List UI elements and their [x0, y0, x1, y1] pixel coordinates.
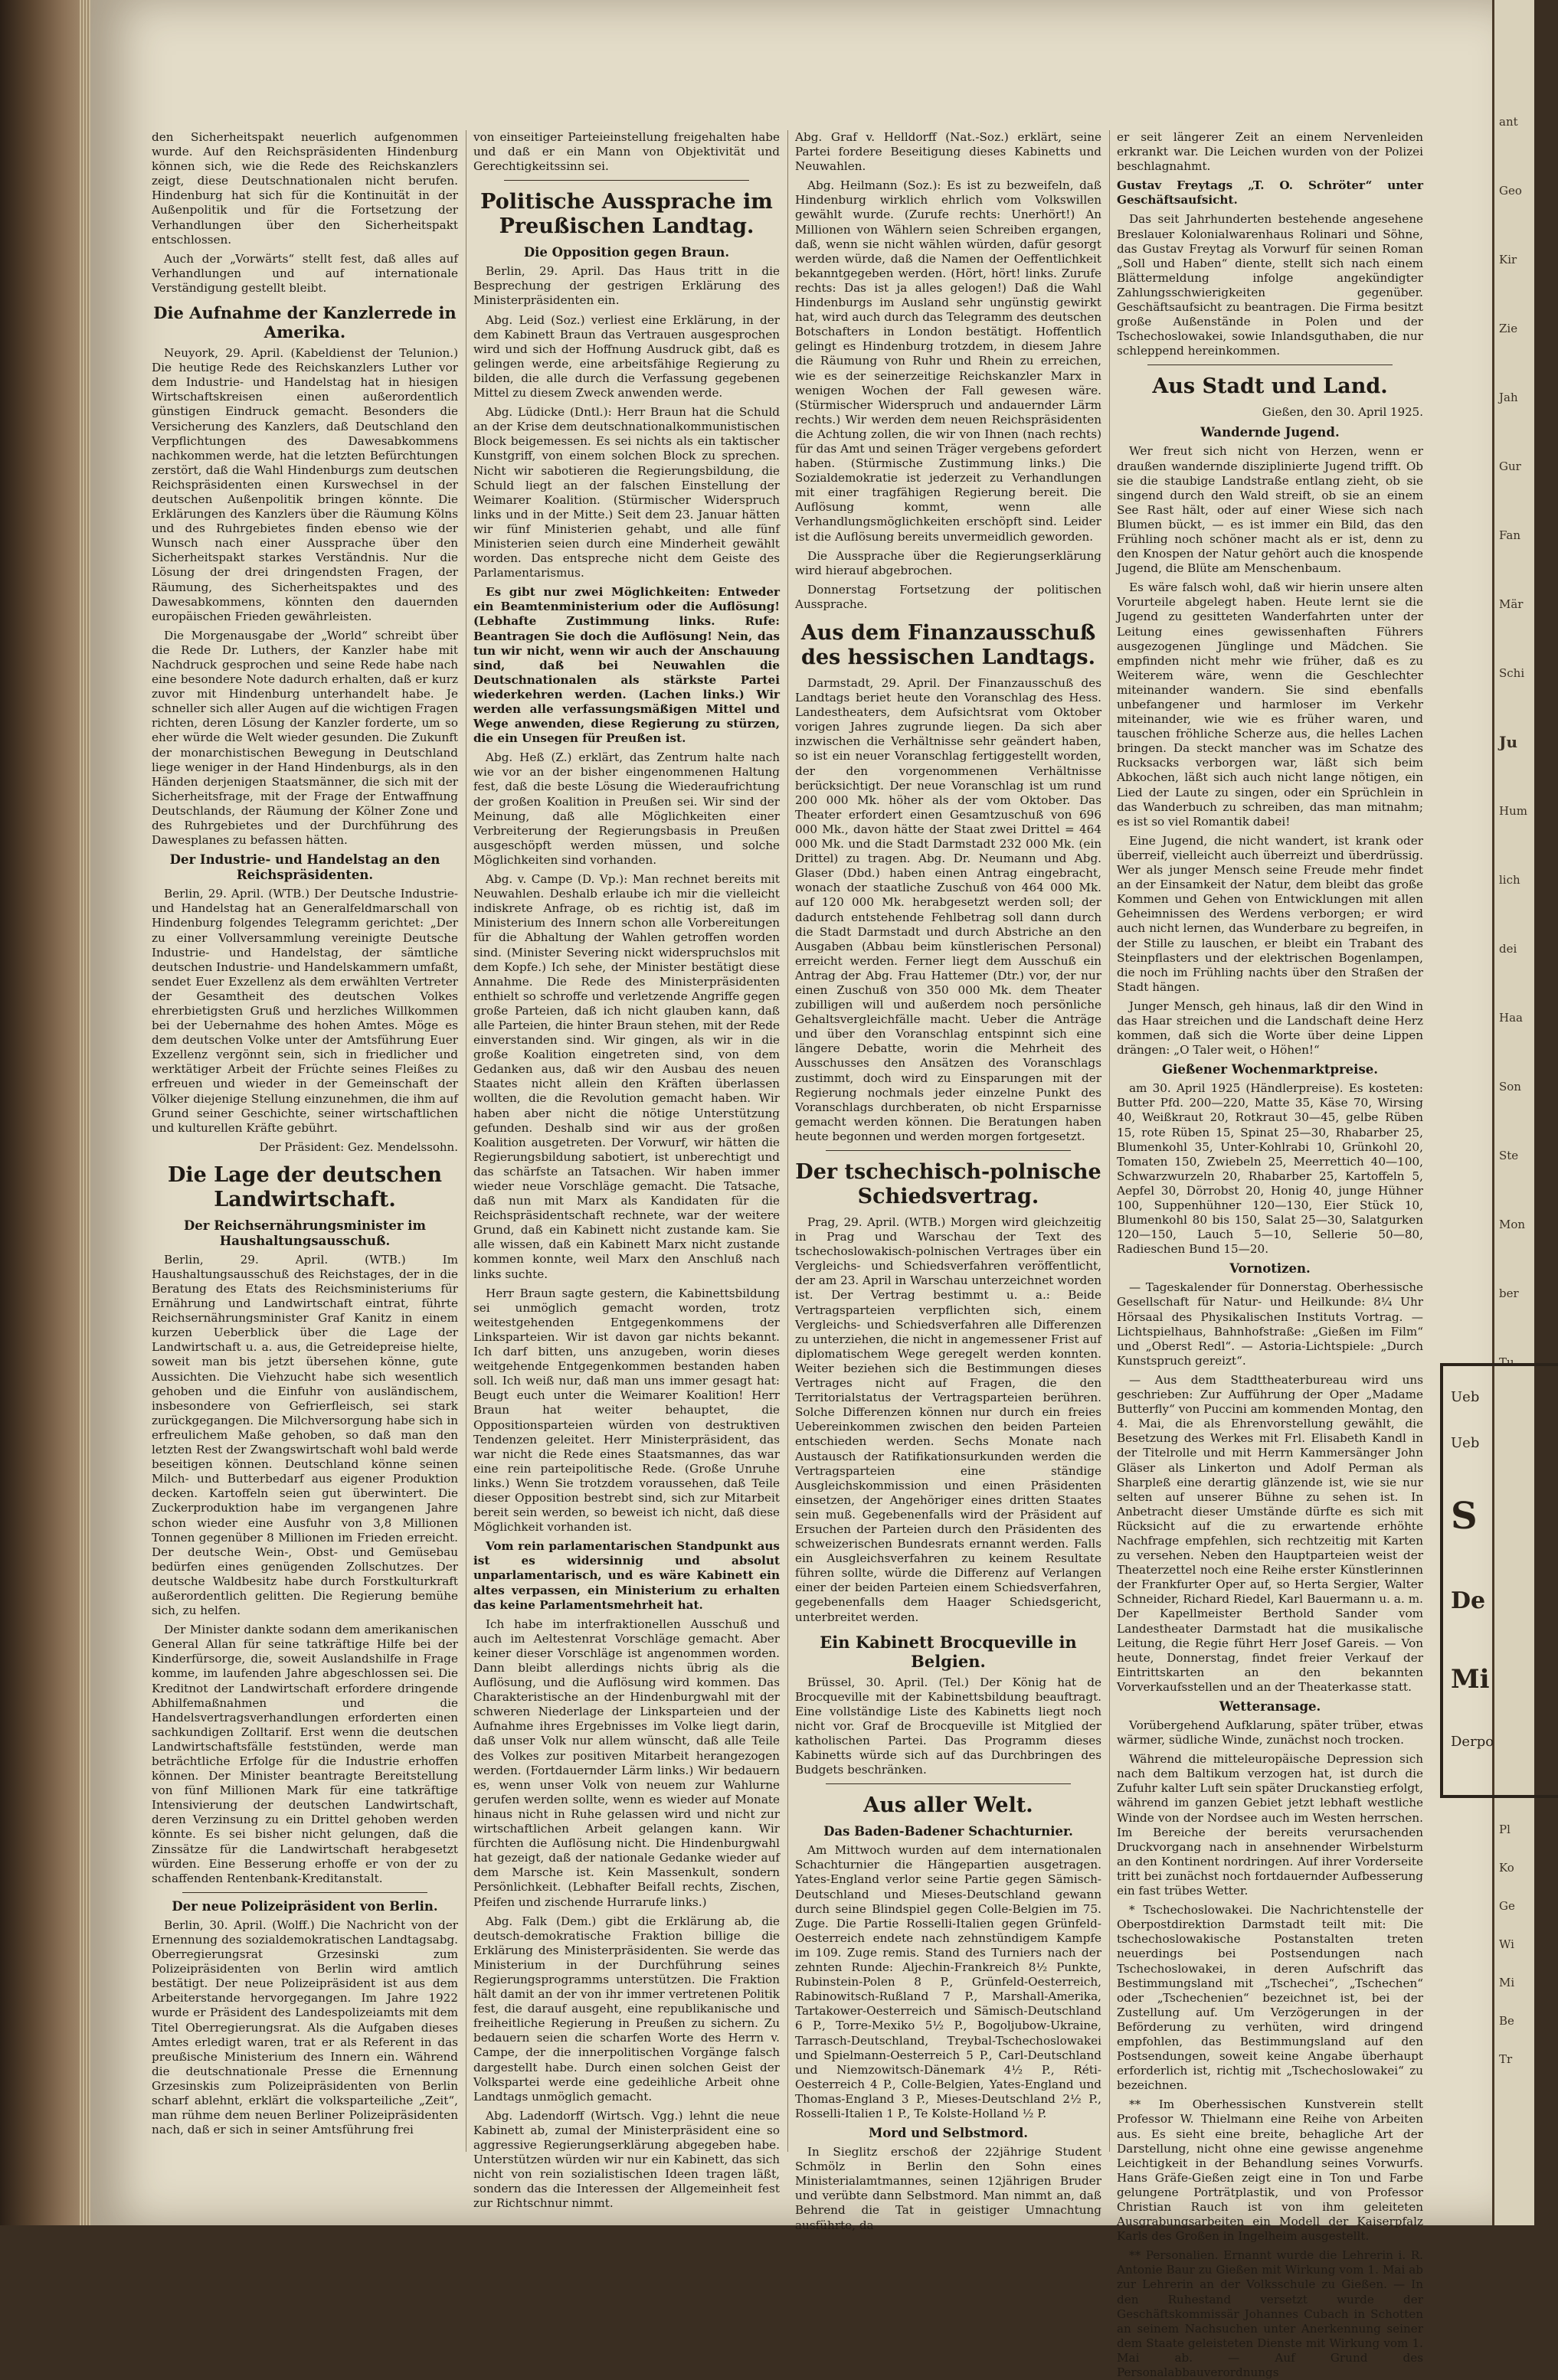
text-fragment: Ju	[1499, 733, 1518, 751]
text-fragment: Fan	[1499, 528, 1520, 542]
ad-text: Ueb	[1451, 1389, 1480, 1405]
paragraph: Berlin, 30. April. (Wolff.) Die Nachricht von der Ernennung des sozialdemokratischen Landtagsabg. Oberregierungsrat Grzesinski zum Polizeipräsidenten von Berlin wird amtlich bestätigt. Der neue Polizeipräsident ist aus dem Arbeiterstande hervorgegangen. Im Jahre 1922 wurde er Präsident des Landespolizeiamts mit dem Titel Oberregierungsrat. Als die Aufgaben dieses Amtes erledigt waren, trat er als Referent in das preußische Ministerium des Innern ein. Während die deutschnationale Presse die Ernennung Grzesinskis zum Polizeipräsidenten von Berlin scharf ablehnt, erklärt die volksparteiliche „Zeit“, man rühme dem neuen Berliner Polizeipräsidenten nach, daß er sich in seiner Amtsführung frei	[152, 1917, 458, 2137]
text-fragment: Mär	[1499, 597, 1524, 611]
text-fragment: Schi	[1499, 666, 1525, 680]
subheadline-wandernde-jugend: Wandernde Jugend.	[1200, 425, 1340, 440]
paragraph: Die Morgenausgabe der „World“ schreibt über die Rede Dr. Luthers, der Kanzler habe mit Nachdruck gesprochen und seine Rede habe nach eine besondere Note dadurch erhalten, daß er kurz zuvor mit Hindenburg unterhandelt habe. Je schneller sich aller Augen auf die wichtigen Fragen richten, deren Lösung der Kanzler forderte, um so eher würde die Welt wieder gesunden. Die Zukunft der monarchistischen Bewegung in Deutschland liege weniger in der Hand Hindenburgs, als in den Händen derjenigen Staatsmänner, die sich mit der Sicherheitsfrage, mit der Frage der Entwaffnung Deutschlands, der Räumung der Kölner Zone und des Ruhrgebietes und der Durchführung des Dawesplanes zu befassen hätten.	[152, 628, 458, 848]
text-fragment: Hum	[1499, 804, 1527, 818]
paragraph: den Sicherheitspakt neuerlich aufgenommen wurde. Auf den Reichspräsidenten Hindenburg können sich, wie die Rede des Reichskanzlers zeigt, diese Deutschnationalen nicht berufen. Hindenburg hat sich für die Kontinuität in der Außenpolitik und für die Fortsetzung der Verhandlungen über den Sicherheitspakt entschlossen.	[152, 130, 458, 247]
text-fragment: Jah	[1499, 391, 1518, 404]
paragraph: Herr Braun sagte gestern, die Kabinettsbildung sei unmöglich gemacht worden, trotz weitestgehenden Entgegenkommens der Linksparteien. Wir ist davon gar nichts bekannt. Ich darf bitten, uns anzugeben, worin dieses weitgehende Entgegenkommen bestanden haben soll. Ich weiß nur, daß man uns immer gesagt hat: Beugt euch unter die Weimarer Koalition! Herr Braun hat weiter behauptet, die Oppositionsparteien würden von destruktiven Tendenzen geleitet. Herr Ministerpräsident, das war nicht die Rede eines Staatsmannes, das war eine rein parteipolitische Rede. (Große Unruhe links.) Wenn Sie trotzdem voraussehen, daß Teile dieser Opposition bestrebt sind, sich zur Mitarbeit bereit sein werden, so beweist ich nicht, daß diese Möglichkeit vorhanden ist.	[473, 1286, 780, 1535]
paragraph: ** Im Oberhessischen Kunstverein stellt Professor W. Thielmann eine Reihe von Arbeiten aus. Es sieht eine breite, behagliche Art der Darstellung, nicht ohne eine gewisse angenehme Leichtigkeit in der Behandlung seines Vorwurfs. Hans Gräfe-Gießen zeigt eine in Ton und Farbe gelungene Porträtplastik, und von Professor Christian Rauch ist von ihm geleiteten Ausgrabungsarbeiten ein Modell der Kaiserpfalz Karls des Großen in Ingelheim ausgestellt.	[1117, 2097, 1423, 2244]
paragraph: Abg. Falk (Dem.) gibt die Erklärung ab, die deutsch-demokratische Fraktion billige die Erklärung des Ministerpräsidenten. Sie werde das Ministerium in der Durchführung seines Regierungsprogramms unterstützen. Die Fraktion hält damit an der von ihr immer vertretenen Politik fest, die darauf ausgeht, eine republikanische und freiheitliche Regierung in Preußen zu sichern. Zu bedauern seien die scharfen Worte des Herrn v. Campe, der die innerpolitischen Vorgänge falsch dargestellt habe. Durch einen solchen Geist der Volkspartei werde eine gedeihliche Arbeit ohne Landtags unmöglich gemacht.	[473, 1914, 780, 2104]
text-fragment: Wi	[1499, 1937, 1514, 1951]
paragraph: In Sieglitz erschoß der 22jährige Student Schmölz in Berlin den Sohn eines Ministerialamtmannes, seinen 12jährigen Bruder und verübte dann Selbstmord. Man nimmt an, daß Behrend die Tat in geistiger Umnachtung ausführte, da	[795, 2145, 1101, 2232]
subheadline-vornotizen: Vornotizen.	[1229, 1261, 1311, 1277]
paragraph: ** Personalien. Ernannt wurde die Lehrerin i. R. Antonie Baur zu Gießen mit Wirkung vom 1. Mai ab zur Lehrerin an der Volksschule zu Gießen. — In den Ruhestand versetzt wurde der Geschäftskommissär Johannes Cubach in Schotten an seinem Nachsuchen unter Anerkennung seiner dem Staate geleisteten Dienste mit Wirkung vom 1. Mai ab. — Auf Grund des Personalabbauverordnungs	[1117, 2248, 1423, 2380]
newspaper-page	[90, 0, 1492, 2380]
paragraph: Wer freut sich nicht von Herzen, wenn er draußen wandernde disziplinierte Jugend trifft. Ob sie die staubige Landstraße entlang zieht, ob sie singend durch den Wald streift, ob sie an einem See Rast hält, oder auf einer Wiese sich nach Blumen bückt, — es ist immer ein Bild, das den Frühling noch schöner macht als er ist, denn zu den Knospen der Natur gehört auch die knospende Jugend, die Blüte am Menschenbaum.	[1117, 444, 1423, 576]
column-3	[795, 130, 1102, 2232]
subheadline-schachturnier: Das Baden-Badener Schachturnier.	[823, 1824, 1073, 1839]
column-rule	[787, 130, 788, 2152]
headline-finanzausschuss: Aus dem Finanzausschuß des hessischen Landtags.	[800, 621, 1096, 669]
advertisement-frame	[1440, 1363, 1558, 1798]
ad-text: Derpo	[1451, 1734, 1494, 1750]
paragraph: Berlin, 29. April. Das Haus tritt in die Besprechung der gestrigen Erklärung des Ministerpräsidenten ein.	[473, 264, 780, 308]
text-fragment: Zie	[1499, 322, 1518, 335]
text-fragment: Pl	[1499, 1823, 1511, 1836]
headline-preussischer-landtag: Politische Aussprache im Preußischen Landtag.	[480, 190, 773, 239]
paragraph: — Tageskalender für Donnerstag. Oberhessische Gesellschaft für Natur- und Heilkunde: 8¼ Uhr Hörsaal des Physikalischen Instituts Vortrag. — Lichtspielhaus, Bahnhofstraße: „Gießen im Film“ und „Oberst Redl“. — Astoria-Lichtspiele: „Durch Kunstspruch gereizt“.	[1117, 1280, 1423, 1368]
text-fragment: Kir	[1499, 253, 1517, 266]
paragraph: Vom rein parlamentarischen Standpunkt aus ist es widersinnig und absolut unparlamentarisch, und es wäre Kabinett ein altes verpassen, ein Ministerium zu erhalten das keine Parlamentsmehrheit hat.	[473, 1539, 780, 1612]
text-fragment: ber	[1499, 1286, 1519, 1300]
ad-text: Ueb	[1451, 1435, 1480, 1451]
subheadline-landwirtschaft: Der Reichsernährungsminister im Haushaltungsausschuß.	[183, 1218, 426, 1248]
text-fragment: Son	[1499, 1080, 1521, 1094]
paragraph: Während die mitteleuropäische Depression sich nach dem Baltikum verzogen hat, ist durch die Zufuhr kalter Luft sein später Druckanstieg erfolgt, während im ganzen Gebiet jetzt lebhaft westliche Winde von der Nordsee auch im Westen herrschen. Im Bereiche der bereits verursachenden Druckvorgang nach in ansehnender Wirbelsturm an den Kontinent nordringen. Auf ihrer Vorderseite tritt bei zunächst noch fortdauernder Aufbesserung ein fast trübes Wetter.	[1117, 1752, 1423, 1898]
headline-brocqueville: Ein Kabinett Brocqueville in Belgien.	[820, 1632, 1077, 1671]
text-fragment: ant	[1499, 115, 1518, 129]
paragraph: Abg. Graf v. Helldorff (Nat.-Soz.) erklärt, seine Partei fordere Beseitigung dieses Kabinetts und Neuwahlen.	[795, 130, 1101, 174]
subheadline-wetteransage: Wetteransage.	[1219, 1699, 1321, 1714]
column-rule	[1109, 130, 1110, 2152]
paragraph: Abg. v. Campe (D. Vp.): Man rechnet bereits mit Neuwahlen. Deshalb erlaube ich mir die vielleicht indiskrete Anfrage, ob es richtig ist, daß im Ministerium des Innern schon alle Vorbereitungen für die Abhaltung der Wahlen getroffen worden sind. (Minister Severing nickt widerspruchslos mit dem Kopfe.) Ich sehe, der Minister bestätigt diese Annahme. Die Rede des Ministerpräsidenten enthielt so schroffe und verletzende Angriffe gegen große Parteien, daß ich nicht glauben kann, daß alle Parteien, die hinter Braun stehen, mit der Rede einverstanden sind. Wir gingen, als wir in die große Koalition eingetreten sind, von dem Gedanken aus, daß wir den Ausbau des neuen Staates nicht allein den Kräften überlassen wollten, die die Revolution gemacht haben. Wir haben aber nicht die nötige Unterstützung gefunden. Deshalb sind wir aus der großen Koalition ausgetreten. Der Vorwurf, wir hätten die Regierungsbildung sabotiert, ist unberechtigt und das schärfste an Tatsachen. Wir haben immer wieder neue Vorschläge gemacht. Die Tatsache, daß nun mit Marx als Kandidaten für die Reichspräsidentschaft rechnete, war der weitere Grund, daß ein Kabinett nicht zustande kam. Sie alle wissen, daß ein Kabinett Marx nicht zustande kommen konnte, weil Marx den Anschluß nach links suchte.	[473, 872, 780, 1281]
paragraph: er seit längerer Zeit an einem Nervenleiden erkrankt war. Die Leichen wurden von der Polizei beschlagnahmt.	[1117, 130, 1423, 174]
separator	[182, 1892, 427, 1893]
text-fragment: Tr	[1499, 2052, 1513, 2066]
paragraph: Die Aussprache über die Regierungserklärung wird hierauf abgebrochen.	[795, 548, 1101, 577]
text-fragment: Be	[1499, 2014, 1514, 2028]
paragraph: Eine Jugend, die nicht wandert, ist krank oder überreif, vielleicht auch überreizt und überdrüssig. Wer als junger Mensch seine Freude mehr findet an der Einsamkeit der Natur, dem bleibt das große Kommen und Gehen von Entwicklungen mit allen Geheimnissen des Werdens verborgen; er wird auch nicht lernen, das Wunderbare zu begreifen, in der Stille zu lauschen, er bleibt ein Trabant des Steinpflasters und der elektrischen Bogenlampen, die noch im Frühling nachts über den Straßen der Stadt hängen.	[1117, 833, 1423, 994]
book-spine	[0, 0, 90, 2225]
paragraph: Junger Mensch, geh hinaus, laß dir den Wind in das Haar streichen und die Landschaft deine Herz kommen, daß sich die Worte über deine Lippen drängen: „O Taler weit, o Höhen!“	[1117, 999, 1423, 1058]
paragraph: — Aus dem Stadttheaterbureau wird uns geschrieben: Zur Aufführung der Oper „Madame Butterfly“ von Puccini am kommenden Montag, den 4. Mai, die als Ehrenvorstellung gewählt, die Besetzung des Werkes mit Frl. Elisabeth Kandl in der Titelrolle und mit Herrn Kammersänger John Gläser als Linkerton und Adolf Perman als Sharpleß eine derartig glänzende ist, wie sie nur selten auf unserer Bühne zu sehen ist. In Anbetracht dieser Umstände dürfte es sich mit Rücksicht auf die zu erwartende erhöhte Nachfrage empfehlen, sich rechtzeitig mit Karten zu versehen. Neben den Hauptparteien weist der Theaterzettel noch eine Reihe erster Künstlerinnen der Frankfurter Oper auf, so Herta Sergier, Walter Schneider, Richard Riedel, Karl Bauermann u. a. m. Der Kapellmeister Berthold Sander vom Landestheater Darmstadt hat die musikalische Leitung, die Regie führt Herr Josef Gareis. — Von heute, Donnerstag, findet freier Verkauf der Eintrittskarten an den bekannten Vorverkaufsstellen und an der Theaterkasse statt.	[1117, 1372, 1423, 1694]
paragraph: Gustav Freytags „T. O. Schröter“ unter Geschäftsaufsicht.	[1117, 178, 1423, 208]
column-2	[473, 130, 780, 2211]
paragraph: Vorübergehend Aufklarung, später trüber, etwas wärmer, südliche Winde, zunächst noch trocken.	[1117, 1718, 1423, 1747]
column-1	[152, 130, 458, 2152]
paragraph: Abg. Ladendorff (Wirtsch. Vgg.) lehnt die neue Kabinett ab, zumal der Ministerpräsident eine so aggressive Regierungserklärung abgegeben habe. Unterstützen würden wir nur ein Kabinett, das sich nicht von rein sozialistischen Ideen tragen läßt, sondern das die Interessen der Allgemeinheit fest zur Richtschnur nimmt.	[473, 2108, 780, 2211]
ad-text: De	[1451, 1587, 1486, 1614]
paragraph: Prag, 29. April. (WTB.) Morgen wird gleichzeitig in Prag und Warschau der Text des tschechoslowakisch-polnischen Vertrages über ein Vergleichs- und Schiedsverfahren veröffentlicht, der am 23. April in Warschau unterzeichnet worden ist. Der Vertrag bestimmt u. a.: Beide Vertragsparteien verpflichten sich, einem Vergleichs- und Schiedsverfahren alle Differenzen zu unterziehen, die nicht in angemessener Frist auf diplomatischem Wege geregelt werden konnten. Weiter beziehen sich die Bestimmungen dieses Vertrages nicht auf Fragen, die den Territorialstatus der Vertragsparteien berühren. Solche Differenzen können nur durch ein freies Uebereinkommen zwischen den beiden Parteien entschieden werden. Sechs Monate nach Austausch der Ratifikationsurkunden werden die Vertragsparteien eine ständige Ausgleichskommission und einen Präsidenten einsetzen, der Angehöriger eines dritten Staates sein muß. Gegebenenfalls wird der Präsident auf Ersuchen der Parteien durch den Präsidenten des schweizerischen Bundesrats ernannt werden. Falls ein Ausgleichsverfahren zu keinem Resultate führen sollte, würde die Differenz auf Verlangen einer der beiden Parteien einem Schiedsverfahren, gegebenenfalls dem Haager Schiedsgericht, unterbreitet werden.	[795, 1215, 1102, 1624]
paragraph: Berlin, 29. April. (WTB.) Im Haushaltungsausschuß des Reichstages, der in die Beratung des Etats des Reichsministeriums für Ernährung und Landwirtschaft eintrat, führte Reichsernährungsminister Graf Kanitz in einem kurzen Ueberblick über die Lage der Landwirtschaft u. a. aus, die Getreidepreise hielte, soweit man bis jetzt übersehen könne, gute Aussichten. Die Viehzucht habe sich wesentlich gehoben und die Einfuhr von ausländischem, insbesondere von Gefrierfleisch, sei stark zurückgegangen. Die Milchversorgung habe sich in erfreulichem Maße gehoben, so daß man den letzten Rest der Zwangswirtschaft wohl bald werde beseitigen können. Deutschland könne seinen Milch- und Butterbedarf aus eigener Produktion decken. Kartoffeln seien gut überwintert. Die Zuckerproduktion habe im vergangenen Jahre schon wieder eine Ausfuhr von 3,8 Millionen Tonnen gegenüber 8 Millionen im Frieden erreicht. Der deutsche Wein-, Obst- und Gemüsebau bedürfen eines genügenden Zollschutzes. Der deutsche Waldbesitz habe durch Forstkulturkraft außerordentlich gelitten. Die Regierung bemühe sich, zu helfen.	[152, 1252, 458, 1618]
text-fragment: Ko	[1499, 1861, 1514, 1875]
paragraph: Auch der „Vorwärts“ stellt fest, daß alles auf Verhandlungen und auf internationale Verständigung gestellt bleibt.	[152, 251, 458, 295]
headline-kanzlerrede-amerika: Die Aufnahme der Kanzlerrede in Amerika.	[153, 303, 457, 342]
separator	[826, 1783, 1071, 1784]
signature-line: Der Präsident: Gez. Mendelssohn.	[259, 1139, 458, 1154]
paragraph: von einseitiger Parteieinstellung freigehalten habe und daß er ein Mann von Objektivität und Gerechtigkeitssinn sei.	[473, 130, 780, 174]
headline-polizeipraesident: Der neue Polizeipräsident von Berlin.	[172, 1898, 438, 1914]
paragraph: am 30. April 1925 (Händlerpreise). Es kosteten: Butter Pfd. 200—220, Matte 35, Käse 70, Wirsing 40, Weißkraut 20, Rotkraut 30—45, gelbe Rüben 15, rote Rüben 15, Spinat 25—30, Rhabarber 25, Blumenkohl 35, Unter-Kohlrabi 10, Grünkohl 20, Tomaten 150, Zwiebeln 25, Meerrettich 40—100, Schwarzwurzeln 20, Rhabarber 25, Kartoffeln 5, Aepfel 30, Dörrobst 20, Honig 40, junge Hühner 100, Suppenhühner 120—130, Eier Stück 10, Blumenkohl 80 bis 150, Salat 25—30, Salatgurken 120—150, Lauch 5—10, Sellerie 50—80, Radieschen Bund 15—20.	[1117, 1081, 1423, 1257]
separator	[826, 1150, 1071, 1151]
text-fragment: Haa	[1499, 1011, 1523, 1025]
text-fragment: Mon	[1499, 1218, 1526, 1231]
paragraph: Donnerstag Fortsetzung der politischen Aussprache.	[795, 582, 1101, 611]
paragraph: Abg. Leid (Soz.) verliest eine Erklärung, in der dem Kabinett Braun das Vertrauen ausgesprochen wird und sich der Hoffnung Ausdruck gibt, daß es gelingen werde, eine arbeitsfähige Regierung zu bilden, die alle durch die Verfassung gegebenen Mittel zu diesem Zweck anwenden werde.	[473, 312, 780, 400]
paragraph: Brüssel, 30. April. (Tel.) Der König hat de Brocqueville mit der Kabinettsbildung beauftragt. Eine vollständige Liste des Kabinetts liegt noch nicht vor. Graf de Brocqueville ist Mitglied der katholischen Partei. Das Programm dieses Kabinetts würde sich auf das Durchbringen des Budgets beschränken.	[795, 1675, 1101, 1777]
subheadline-opposition: Die Opposition gegen Braun.	[523, 245, 730, 260]
paragraph: Abg. Heilmann (Soz.): Es ist zu bezweifeln, daß Hindenburg wirklich ehrlich vom Volkswillen gewählt wurde. (Zurufe rechts: Unerhört!) An Millionen von Wählern seien Schreiben ergangen, daß, wenn sie nicht wählen würden, dafür gesorgt werden würde, daß die Namen der Oeffentlichkeit bekanntgegeben werden. (Hört, hört! links. Zurufe rechts: Das ist ja alles gelogen!) Daß die Wahl Hindenburgs im Ausland sehr ungünstig gewirkt hat, wird auch durch das Telegramm des deutschen Botschafters in London bestätigt. Hoffentlich gelingt es Hindenburg trotzdem, in diesem Jahre die Räumung von Ruhr und Rhein zu erreichen, wie es der seinerzeitige Reichskanzler Marx in wenigen Wochen der Fall gewesen wäre. (Stürmischer Widerspruch und andauernder Lärm rechts.) Wir werden dem neuen Reichspräsidenten die Achtung zollen, die wir von Ihnen (nach rechts) für das Amt und seinen Träger vergebens gefordert haben. (Stürmische Zustimmung links.) Die Sozialdemokratie ist jederzeit zu Verhandlungen mit einer tragfähigen Regierung bereit. Die Auflösung kommt, wenn alle Verhandlungsmöglichkeiten erschöpft sind. Leider ist die Auflösung bereits unvermeidlich geworden.	[795, 178, 1101, 544]
paragraph: Neuyork, 29. April. (Kabeldienst der Telunion.) Die heutige Rede des Reichskanzlers Luther vor dem Industrie- und Handelstag hat in hiesigen Wirtschaftskreisen einen außerordentlich günstigen Eindruck gemacht. Besonders die Versicherung des Kanzlers, daß Deutschland den Verpflichtungen des Dawesabkommens nachkommen werde, hat die letzten Befürchtungen zerstört, daß die Wahl Hindenburgs zum deutschen Reichspräsidenten einen Kurswechsel in der deutschen Außenpolitik bringen könnte. Die Erklärungen des Kanzlers über die Räumung Kölns und des Ruhrgebietes finden ebenso wie der Wunsch nach einer Aussprache über den Sicherheitspakt starkes Verständnis. Nur die Lösung der drei dringendsten Fragen, der Räumung, des Sicherheitspaktes und des Dawesabkommens, könnten den dauernden europäischen Frieden gewährleisten.	[152, 346, 458, 623]
dateline: Gießen, den 30. April 1925.	[1262, 405, 1423, 420]
paragraph: Abg. Lüdicke (Dntl.): Herr Braun hat die Schuld an der Krise dem deutschnationalkommunistischen Block beigemessen. Es sei nichts als ein taktischer Kunstgriff, von einem solchen Block zu sprechen. Nicht wir sabotieren die Regierungsbildung, die Schuld liegt an der falschen Einstellung der Weimarer Koalition. (Stürmischer Widerspruch links und in der Mitte.) Seit dem 23. Januar hätten wir fünf Ministerien gehabt, und alle fünf Ministerien seien durch eine Minderheit gewählt worden. Das entspreche nicht dem Geiste des Parlamentarismus.	[473, 405, 780, 580]
paragraph: Abg. Heß (Z.) erklärt, das Zentrum halte nach wie vor an der bisher eingenommenen Haltung fest, daß die beste Lösung die Wiederaufrichtung der großen Koalition in Preußen sei. Wir sind der Meinung, daß alle Möglichkeiten einer Verbreiterung der Regierungsbasis in Preußen ausgeschöpft werden müssen, und solche Möglichkeiten sind vorhanden.	[473, 750, 780, 867]
column-4	[1117, 130, 1423, 2380]
headline-stadt-und-land: Aus Stadt und Land.	[1152, 374, 1388, 399]
paragraph: Darmstadt, 29. April. Der Finanzausschuß des Landtags beriet heute den Voranschlag des Hess. Landestheaters, dem Aufsichtsrat vom Oktober vorigen Jahres zugrunde liegen. Da sich aber inzwischen die Verhältnisse sehr geändert haben, so ist ein neuer Voranschlag fertiggestellt worden, der den vorgenommenen Verhältnisse berücksichtigt. Der neue Voranschlag ist um rund 200 000 Mk. höher als der vom Oktober. Das Theater erfordert einen Gesamtzuschuß von 696 000 Mk., davon hätte der Staat zwei Drittel = 464 000 Mk. und die Stadt Darmstadt 232 000 Mk. (ein Drittel) zu tragen. Abg. Dr. Neumann und Abg. Glaser (Dbd.) haben einen Antrag eingebracht, wonach der staatliche Zuschuß von 464 000 Mk. auf 120 000 Mk. herabgesetzt werden soll; der dadurch entstehende Fehlbetrag soll dann durch die Stadt Darmstadt und durch Abstriche an den Ausgaben (Abbau beim künstlerischen Personal) erreicht werden. Ferner liegt dem Ausschuß ein Antrag der Abg. Frau Hattemer (Dtr.) vor, der nur einen Zuschuß von 350 000 Mk. dem Theater zubilligen will und außerdem noch persönliche Gehaltsvergleichfälle macht. Ueber die Anträge und über den Voranschlag entspinnt sich eine längere Debatte, worin die Mehrheit des Ausschusses den Ansätzen des Voranschlags zustimmt, doch wird zu Einsparungen mit der Regierung nochmals jeder einzelne Punkt des Voranschlags durchberaten, ob nicht Ersparnisse gemacht werden können. Die Beratungen haben heute begonnen und werden morgen fortgesetzt.	[795, 676, 1101, 1143]
text-fragment: Mi	[1499, 1976, 1515, 1989]
headline-landwirtschaft: Die Lage der deutschen Landwirtschaft.	[167, 1162, 443, 1211]
paragraph: Es wäre falsch wohl, daß wir hierin unsere alten Vorurteile abgelegt haben. Heute lernt sie die Jugend zu gesitteten Wanderfahrten unter der Leitung eines gewissenhaften Führers ausgezogenen Jünglinge und Mädchen. Sie empfinden nicht mehr wie früher, daß es zu Weiterem wäre, wenn die Geschlechter miteinander wandern. Sie sind ebenfalls unbefangener und harmloser im Verkehr miteinander, wie wie es früher waren, und tauschen fröhliche Scherze aus, die helles Lachen bringen. Da steckt mancher was im Schatze des Rucksacks verborgen war, läßt sich beim Abkochen, läßt sich auch nicht lange nötigen, ein Lied der Laute zu singen, oder ein Sprüchlein in das Wanderbuch zu schreiben, das man mitnahm; es ist so viel Romantik dabei!	[1117, 580, 1423, 829]
adjacent-page-edge	[1492, 0, 1534, 2225]
ad-text: Mi	[1451, 1664, 1490, 1695]
paragraph: Es gibt nur zwei Möglichkeiten: Entweder ein Beamtenministerium oder die Auflösung! (Lebhafte Zustimmung links. Rufe: Beantragen Sie doch die Auflösung! Nein, das tun wir nicht, wenn wir auch der Anschauung sind, daß bei Neuwahlen die Deutschnationalen als stärkste Partei wiederkehren werden. (Lachen links.) Wir werden alle verfassungsmäßigen Mittel und Wege anwenden, diese Regierung zu stürzen, die ein Unsegen für Preußen ist.	[473, 585, 780, 746]
page-edges	[80, 0, 90, 2225]
paragraph: Das seit Jahrhunderten bestehende angesehene Breslauer Kolonialwarenhaus Rolinari und Söhne, das Gustav Freytag als Vorwurf für seinen Roman „Soll und Haben“ diente, stellt sich nach einem Blättermeldung infolge angekündigter Zahlungsschwierigkeiten gegenüber. Geschäftsaufsicht zu beantragen. Die Firma besitzt große Außenstände in Polen und der Tschechoslowakei, sowie Inlandsguthaben, die nur schleppend hereinkommen.	[1117, 212, 1423, 358]
text-fragment: Tu	[1499, 1355, 1514, 1369]
paragraph: Am Mittwoch wurden auf dem internationalen Schachturnier die Hängepartien ausgetragen. Yates-England verlor seine Partie gegen Sämisch-Deutschland und Mieses-Deutschland gewann durch seine Blindspiel gegen Colle-Belgien im 75. Zuge. Die Partie Rosselli-Italien gegen Grünfeld-Oesterreich endete nach zehnstündigem Kampfe im 109. Zuge remis. Stand des Turniers nach der zehnten Runde: Aljechin-Frankreich 8½ Punkte, Rubinstein-Polen 8 P., Grünfeld-Oesterreich, Rabinowitsch-Rußland 7 P., Marshall-Amerika, Tartakower-Oesterreich und Sämisch-Deutschland 6 P., Torre-Mexiko 5½ P., Bogoljubow-Ukraine, Tarrasch-Deutschland, Treybal-Tschechoslowakei und Spielmann-Oesterreich 5 P., Carl-Deutschland und Niemzowitsch-Dänemark 4½ P., Réti-Oesterreich 4 P., Colle-Belgien, Yates-England und Thomas-England 3 P., Mieses-Deutschland 2½ P., Rosselli-Italien 1 P., Te Kolste-Holland ½ P.	[795, 1843, 1101, 2120]
paragraph: * Tschechoslowakei. Die Nachrichtenstelle der Oberpostdirektion Darmstadt teilt mit: Die tschechoslowakische Postanstalten treten neuerdings bei Postsendungen nach Tschechoslowakei, in deren Aufschrift das Bestimmungsland mit „Tschechei“, „Tschechen“ oder „Tschechenien“ bezeichnet ist, bei der Zustellung auf. Um Verzögerungen in der Beförderung zu verhüten, wird dringend empfohlen, das Bestimmungsland auf den Postsendungen, soweit keine Angabe überhaupt erforderlich ist, richtig mit „Tschechoslowakei“ zu bezeichnen.	[1117, 1903, 1423, 2093]
headline-aus-aller-welt: Aus aller Welt.	[863, 1793, 1033, 1818]
separator	[504, 180, 749, 181]
subheadline-marktpreise: Gießener Wochenmarktpreise.	[1162, 1062, 1378, 1077]
headline-industrie-handelstag: Der Industrie- und Handelstag an den Reichspräsidenten.	[169, 852, 440, 883]
text-fragment: Gur	[1499, 459, 1521, 473]
text-fragment: lich	[1499, 873, 1520, 887]
paragraph: Der Minister dankte sodann dem amerikanischen General Allan für seine tatkräftige Hilfe bei der Kinderfürsorge, die, soweit Auslandshilfe in Frage komme, im laufenden Jahre abgeschlossen sei. Die Kreditnot der Landwirtschaft erfordere dringende Abhilfemaßnahmen und die Handelsvertragsverhandlungen erforderten einen sachkundigen Zolltarif. Erst wenn die deutschen Landwirtschaftsfälle feststünden, werde man beträchtliche Erfolge für die Industrie erhoffen können. Der Minister beantragte Bereitstellung von fünf Millionen Mark für eine tatkräftige Intensivierung der deutschen Landwirtschaft, deren Verzinsung zu ein Drittel gehoben werden könnte. Es sei bisher nicht gelungen, daß die Zinssätze für die Landwirtschaft herabgesetzt würden. Eine Besserung erhoffe er von der zu schaffenden Rentenbank-Kreditanstalt.	[152, 1623, 458, 1885]
headline-schiedsvertrag: Der tschechisch-polnische Schiedsvertrag.	[795, 1160, 1101, 1208]
subheadline-mord: Mord und Selbstmord.	[868, 2126, 1029, 2141]
ad-text: S	[1451, 1495, 1478, 1538]
text-fragment: dei	[1499, 942, 1517, 956]
text-fragment: Ste	[1499, 1149, 1519, 1162]
text-fragment: Geo	[1499, 184, 1522, 198]
paragraph: Berlin, 29. April. (WTB.) Der Deutsche Industrie- und Handelstag hat an Generalfeldmarschall von Hindenburg folgendes Telegramm gerichtet: „Der zu einer Vollversammlung vereinigte Deutsche Industrie- und Handelstag, der sämtliche deutschen Industrie- und Handelskammern umfaßt, sendet Euer Exzellenz als dem erwählten Vertreter der Gesamtheit des deutschen Volkes ehrerbietigsten Gruß und herzliches Willkommen bei der Uebernahme des hohen Amtes. Möge es dem deutschen Volke unter der Amtsführung Euer Exzellenz vergönnt sein, sich in friedlicher und werktätiger Arbeit der Früchte seines Fleißes zu erfreuen und wieder in der Gemeinschaft der Völker diejenige Stellung einzunehmen, die ihm auf Grund seiner Geschichte, seiner wirtschaftlichen und kulturellen Kräfte gebührt.	[152, 887, 458, 1135]
paragraph: Ich habe im interfraktionellen Ausschuß und auch im Aeltestenrat Vorschläge gemacht. Aber keiner dieser Vorschläge ist angenommen worden. Dann bleibt allerdings nichts übrig als die Auflösung, und die Auflösung wird kommen. Das Charakteristische an der Hindenburgwahl mit der schweren Niederlage der Linksparteien und der Aufnahme ihres Ergebnisses im Volke liegt darin, daß unser Volk nur allem wünscht, daß alle Teile des Volkes zur positiven Mitarbeit herangezogen werden. (Fortdauernder Lärm links.) Wir bedauern es, wenn unser Volk von neuem zur Wahlurne gerufen werden sollte, wenn es wieder auf Monate hinaus nicht in Ruhe gelassen wird und nicht zur wirtschaftlichen Arbeit gelangen kann. Wir fürchten die Auflösung nicht. Die Hindenburgwahl hat gezeigt, daß der nationale Gedanke wieder auf dem Marsche ist. Kein Massenkult, sondern Persönlichkeit. (Lebhafter Beifall rechts, Zischen, Pfeifen und zischende Hurrarufe links.)	[473, 1617, 780, 1909]
text-fragment: Ge	[1499, 1899, 1515, 1913]
